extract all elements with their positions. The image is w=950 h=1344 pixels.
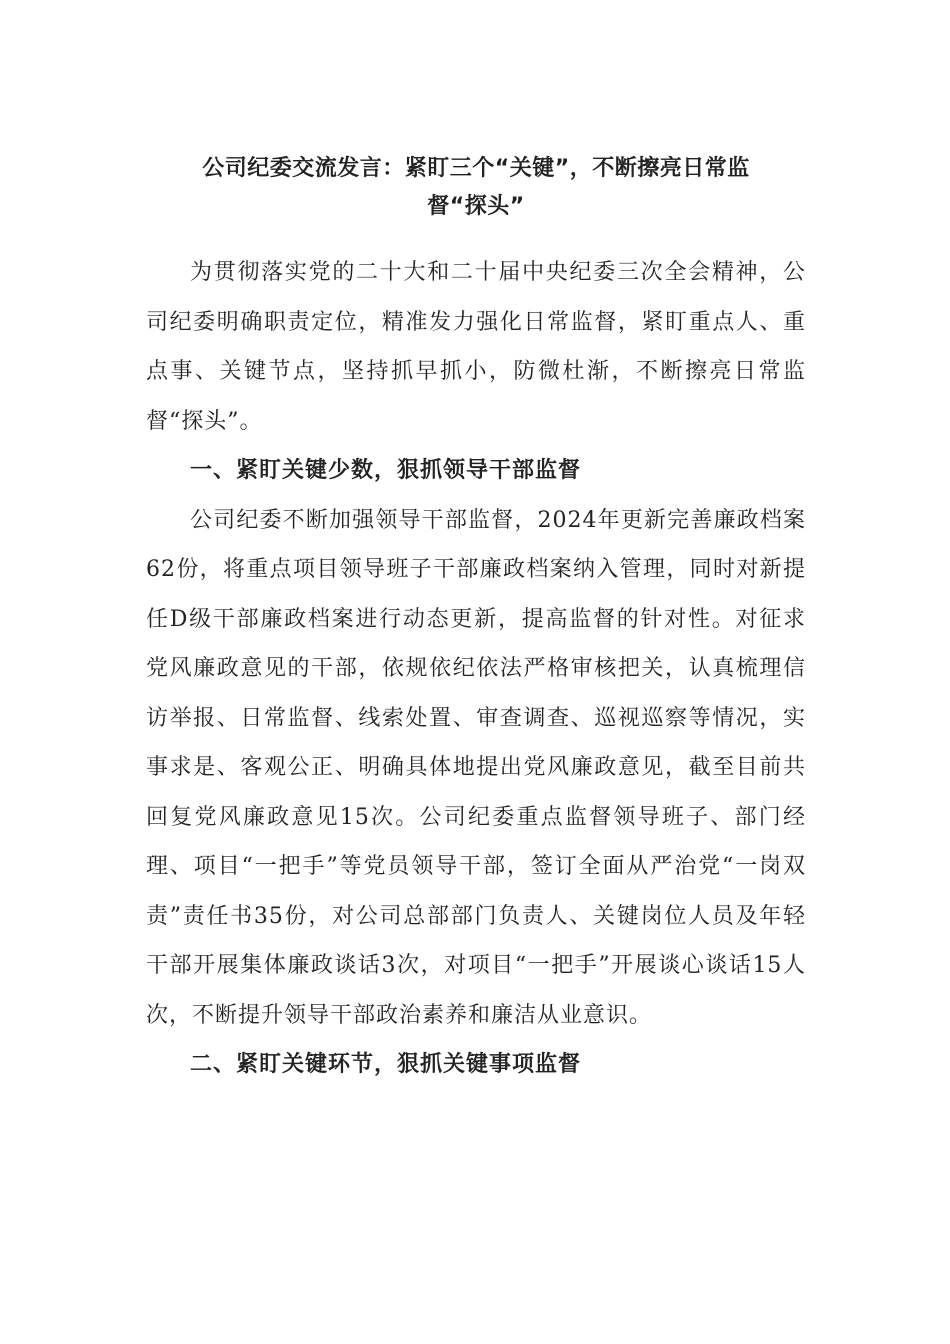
- document-content: [146, 150, 806, 1090]
- document-title: [146, 150, 806, 226]
- title-line-2: 督“探头”: [427, 194, 525, 219]
- section-1-paragraph: 公司纪委不断加强领导干部监督，2024年更新完善廉政档案62份，将重点项目领导班子干部廉政档案纳入管理，同时对新提任D级干部廉政档案进行动态更新，提高监督的针对性。对征求党风廉政意见的干部，依规依纪依法严格审核把关，认真梳理信访举报、日常监督、线索处置、审查调查、巡视巡察等情况，实事求是、客观公正、明确具体地提出党风廉政意见，截至目前共回复党风廉政意见15次。公司纪委重点监督领导班子、部门经理、项目“一把手”等党员领导干部，签订全面从严治党“一岗双责”责任书35份，对公司总部部门负责人、关键岗位人员及年轻干部开展集体廉政谈话3次，对项目“一把手”开展谈心谈话15人次，不断提升领导干部政治素养和廉洁从业意识。: [146, 507, 806, 1028]
- section-1-heading: 一、紧盯关键少数，狠抓领导干部监督: [190, 458, 582, 483]
- section-2-heading: 二、紧盯关键环节，狠抓关键事项监督: [190, 1052, 582, 1077]
- intro-paragraph: 为贯彻落实党的二十大和二十届中央纪委三次全会精神，公司纪委明确职责定位，精准发力强化日常监督，紧盯重点人、重点事、关键节点，坚持抓早抓小，防微杜渐，不断擦亮日常监督“探头”。: [146, 260, 806, 434]
- title-line-1: 公司纪委交流发言：紧盯三个“关键”，不断擦亮日常监: [202, 156, 750, 181]
